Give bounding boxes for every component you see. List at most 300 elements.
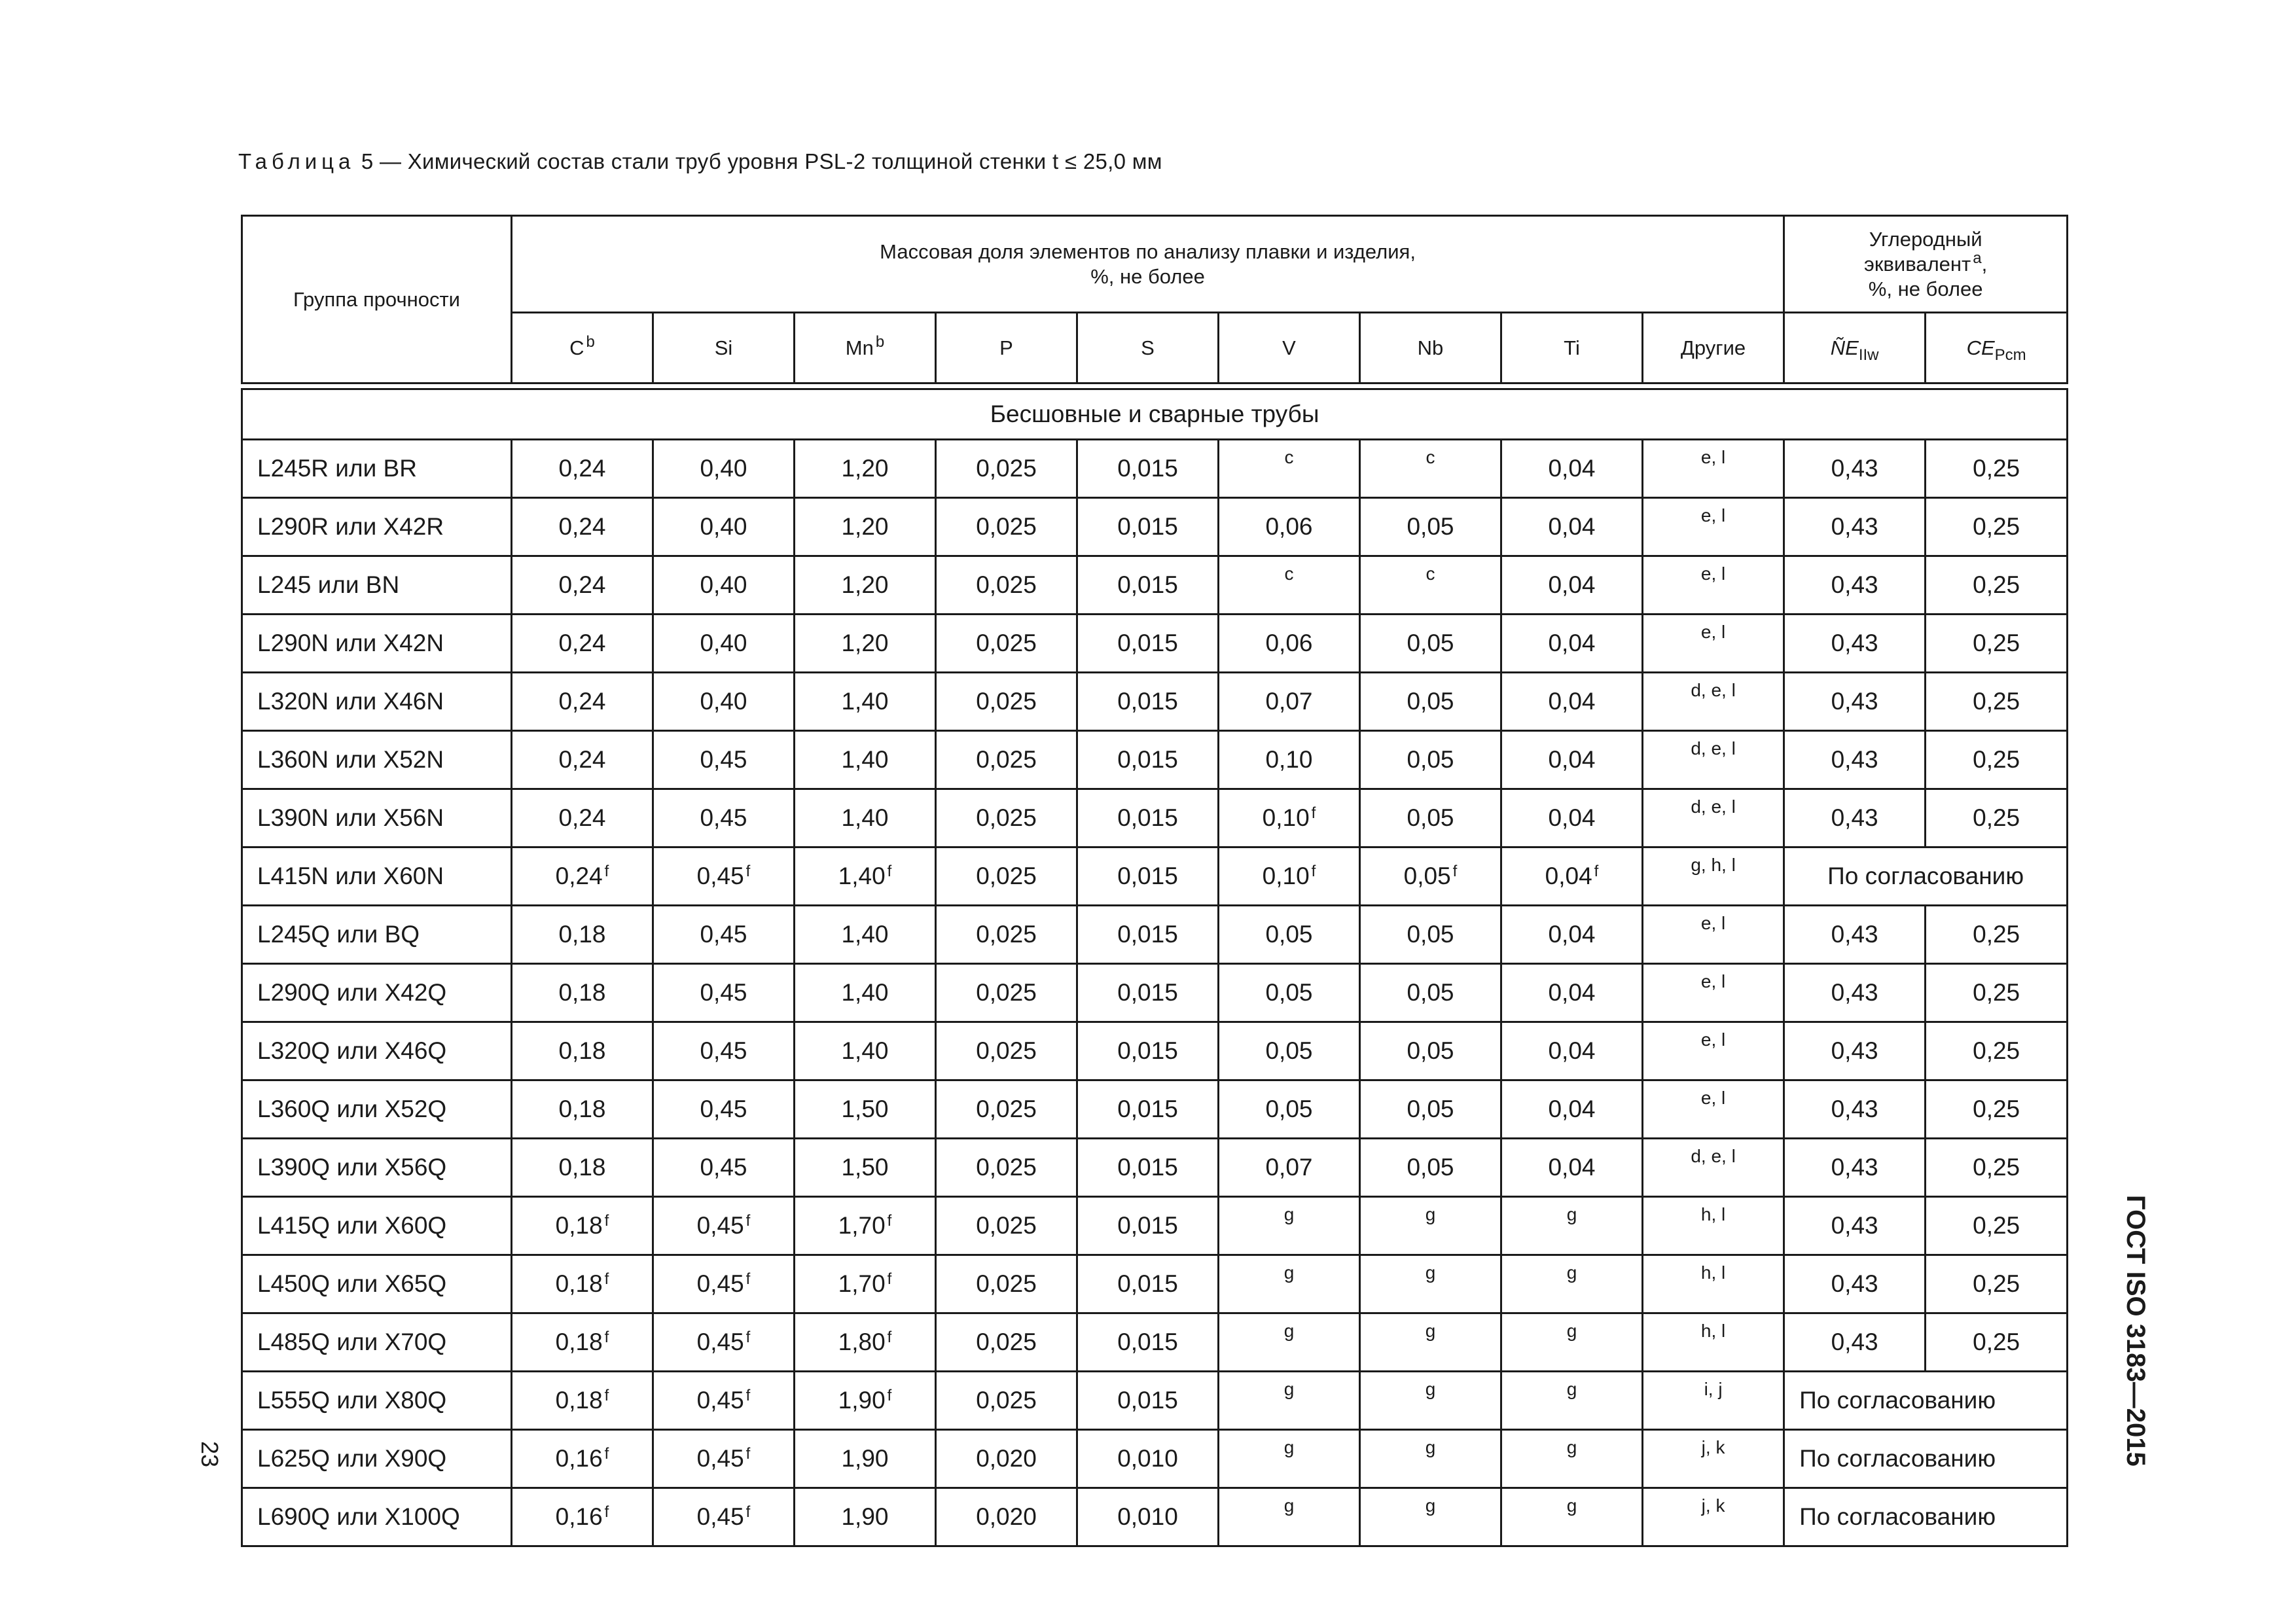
value-text: 0,45 — [696, 1329, 744, 1355]
value-cell — [1077, 1372, 1219, 1430]
table-row — [242, 1022, 2068, 1080]
value-cell — [653, 498, 795, 556]
value-cell — [512, 1197, 653, 1255]
value-cell — [936, 964, 1077, 1022]
column-header-ce-iiw — [1784, 313, 1926, 383]
grade-cell: L245 или BN — [242, 556, 512, 615]
value-text: 0,04 — [1548, 455, 1596, 482]
value-note: f — [887, 863, 892, 880]
value-text: 0,45 — [696, 1445, 744, 1472]
value-cell: g — [1360, 1197, 1501, 1255]
value-cell — [1501, 906, 1643, 964]
other-notes-cell: e, l — [1643, 556, 1784, 615]
grade-cell: L320N или X46N — [242, 673, 512, 731]
value-cell — [653, 731, 795, 789]
value-cell: g — [1360, 1430, 1501, 1488]
value-cell — [936, 906, 1077, 964]
value-text: 0,025 — [976, 1154, 1037, 1181]
value-cell — [512, 1255, 653, 1313]
other-notes-cell: e, l — [1643, 906, 1784, 964]
agreed-cell: По согласованию — [1784, 847, 2068, 906]
column-header-label: Mn — [845, 336, 874, 359]
value-text: 0,45 — [696, 1503, 744, 1530]
value-cell — [795, 556, 936, 615]
value-text: 0,45 — [696, 1270, 744, 1297]
value-cell — [653, 1488, 795, 1546]
value-cell — [936, 1430, 1077, 1488]
header-carbon-eq-line3: %, не более — [1868, 277, 1983, 300]
value-cell — [936, 556, 1077, 615]
ce-iiw-cell: 0,43 — [1784, 440, 1926, 498]
value-cell — [653, 964, 795, 1022]
value-text: 0,015 — [1117, 1096, 1178, 1122]
value-cell — [512, 789, 653, 847]
value-cell — [653, 1197, 795, 1255]
value-cell — [936, 1139, 1077, 1197]
value-text: 0,40 — [700, 688, 747, 715]
value-text: 0,05 — [1407, 1154, 1454, 1181]
value-text: 0,025 — [976, 746, 1037, 773]
other-notes-cell: d, e, l — [1643, 731, 1784, 789]
value-text: 0,015 — [1117, 921, 1178, 948]
other-notes-cell: d, e, l — [1643, 789, 1784, 847]
ce-iiw-cell: 0,43 — [1784, 498, 1926, 556]
value-cell — [1219, 789, 1360, 847]
other-notes-cell: j, k — [1643, 1488, 1784, 1546]
value-note: f — [1311, 863, 1316, 880]
grade-cell: L320Q или X46Q — [242, 1022, 512, 1080]
ce-iiw-cell: 0,43 — [1784, 731, 1926, 789]
value-note: f — [604, 863, 609, 880]
other-notes-cell: e, l — [1643, 615, 1784, 673]
value-note: f — [887, 1270, 892, 1288]
section-title: Бесшовные и сварные трубы — [242, 389, 2068, 440]
ce-pcm-cell: 0,25 — [1926, 556, 2068, 615]
value-cell: g — [1501, 1197, 1643, 1255]
grade-cell: L450Q или X65Q — [242, 1255, 512, 1313]
value-cell — [1360, 906, 1501, 964]
value-text: 0,04 — [1548, 688, 1596, 715]
value-cell — [512, 1372, 653, 1430]
grade-cell: L555Q или X80Q — [242, 1372, 512, 1430]
value-text: 0,24 — [555, 863, 603, 889]
value-note: f — [604, 1212, 609, 1230]
ce-pcm-cell: 0,25 — [1926, 906, 2068, 964]
value-cell — [1219, 615, 1360, 673]
agreed-cell: По согласованию — [1784, 1430, 2068, 1488]
value-text: 0,05 — [1407, 688, 1454, 715]
value-cell: g — [1501, 1372, 1643, 1430]
table-row — [242, 847, 2068, 906]
value-text: 0,45 — [700, 1154, 747, 1181]
value-note: f — [1452, 863, 1458, 880]
value-cell — [1077, 906, 1219, 964]
value-cell — [1501, 731, 1643, 789]
value-cell — [1360, 498, 1501, 556]
value-text: 0,025 — [976, 1270, 1037, 1297]
value-note: f — [745, 1270, 751, 1288]
caption-text: 5 — Химический состав стали труб уровня PSL-2 толщиной стенки t ≤ 25,0 мм — [355, 149, 1162, 173]
value-cell — [653, 1080, 795, 1139]
column-header-label: CE — [1966, 336, 1995, 359]
value-cell — [1077, 673, 1219, 731]
header-mass-fraction — [512, 216, 1784, 313]
value-cell — [936, 1197, 1077, 1255]
value-text: 0,24 — [558, 630, 606, 656]
value-cell — [512, 673, 653, 731]
value-text: 0,015 — [1117, 513, 1178, 540]
value-cell — [936, 673, 1077, 731]
value-cell — [1360, 847, 1501, 906]
table-row — [242, 1139, 2068, 1197]
value-text: 0,025 — [976, 1387, 1037, 1414]
value-text: 1,40 — [841, 804, 889, 831]
value-text: 0,015 — [1117, 863, 1178, 889]
value-cell — [1501, 615, 1643, 673]
value-cell — [1077, 1488, 1219, 1546]
grade-cell: L390Q или X56Q — [242, 1139, 512, 1197]
other-notes-cell: d, e, l — [1643, 1139, 1784, 1197]
value-note: f — [604, 1329, 609, 1346]
value-text: 0,04 — [1548, 1154, 1596, 1181]
value-text: 1,90 — [841, 1503, 889, 1530]
value-text: 0,015 — [1117, 571, 1178, 598]
value-text: 0,05 — [1407, 979, 1454, 1006]
value-cell — [653, 1022, 795, 1080]
value-cell — [653, 615, 795, 673]
value-cell — [512, 1022, 653, 1080]
value-cell — [936, 847, 1077, 906]
value-note: f — [604, 1445, 609, 1463]
grade-cell: L290N или X42N — [242, 615, 512, 673]
value-cell — [653, 1430, 795, 1488]
table-row — [242, 1080, 2068, 1139]
column-header-label: P — [999, 336, 1013, 359]
value-text: 0,04 — [1548, 921, 1596, 948]
value-text: 0,40 — [700, 630, 747, 656]
value-cell — [653, 673, 795, 731]
value-text: 0,04 — [1548, 1096, 1596, 1122]
value-text: 0,45 — [700, 746, 747, 773]
other-notes-cell: h, l — [1643, 1255, 1784, 1313]
value-text: 0,24 — [558, 688, 606, 715]
value-cell — [1077, 847, 1219, 906]
grade-cell: L625Q или X90Q — [242, 1430, 512, 1488]
value-text: 0,18 — [558, 1096, 606, 1122]
value-cell: g — [1219, 1430, 1360, 1488]
value-text: 1,40 — [838, 863, 886, 889]
value-cell — [795, 1488, 936, 1546]
value-text: 1,20 — [841, 513, 889, 540]
value-cell — [512, 731, 653, 789]
value-cell — [795, 906, 936, 964]
value-text: 0,18 — [558, 1037, 606, 1064]
table-row — [242, 1488, 2068, 1546]
value-cell — [1360, 731, 1501, 789]
value-text: 0,025 — [976, 804, 1037, 831]
value-text: 0,025 — [976, 571, 1037, 598]
other-notes-cell: d, e, l — [1643, 673, 1784, 731]
value-cell — [512, 556, 653, 615]
value-text: 0,45 — [700, 921, 747, 948]
value-cell — [1219, 1080, 1360, 1139]
table-row — [242, 906, 2068, 964]
value-cell: g — [1219, 1313, 1360, 1372]
caption-label: Таблица — [238, 149, 355, 173]
value-cell — [795, 498, 936, 556]
value-text: 0,05 — [1265, 1037, 1313, 1064]
value-cell — [512, 440, 653, 498]
value-text: 0,04 — [1545, 863, 1592, 889]
ce-pcm-cell: 0,25 — [1926, 731, 2068, 789]
value-text: 1,40 — [841, 1037, 889, 1064]
agreed-cell: По согласованию — [1784, 1372, 2068, 1430]
ce-pcm-cell: 0,25 — [1926, 964, 2068, 1022]
other-notes-cell: e, l — [1643, 1080, 1784, 1139]
value-text: 1,90 — [841, 1445, 889, 1472]
value-text: 0,025 — [976, 921, 1037, 948]
value-cell — [936, 1488, 1077, 1546]
value-cell — [1360, 615, 1501, 673]
column-header — [1077, 313, 1219, 383]
value-text: 0,025 — [976, 1329, 1037, 1355]
value-cell — [1077, 789, 1219, 847]
value-text: 0,18 — [555, 1212, 603, 1239]
value-cell — [1219, 1022, 1360, 1080]
grade-cell: L690Q или X100Q — [242, 1488, 512, 1546]
column-header-label: Nb — [1417, 336, 1444, 359]
ce-iiw-cell: 0,43 — [1784, 1080, 1926, 1139]
value-text: 0,05 — [1407, 630, 1454, 656]
value-text: 0,06 — [1265, 513, 1313, 540]
value-cell: g — [1360, 1255, 1501, 1313]
ce-pcm-cell: 0,25 — [1926, 440, 2068, 498]
value-text: 0,05 — [1265, 979, 1313, 1006]
value-text: 0,015 — [1117, 804, 1178, 831]
value-cell — [653, 906, 795, 964]
column-header — [1360, 313, 1501, 383]
value-note: f — [745, 1387, 751, 1404]
value-cell — [936, 615, 1077, 673]
value-text: 0,025 — [976, 1096, 1037, 1122]
value-cell — [1077, 498, 1219, 556]
value-cell — [1077, 1430, 1219, 1488]
value-cell — [653, 556, 795, 615]
document-side-title: ГОСТ ISO 3183—2015 — [2121, 1195, 2150, 1467]
ce-iiw-cell: 0,43 — [1784, 673, 1926, 731]
value-cell — [936, 498, 1077, 556]
other-notes-cell: e, l — [1643, 440, 1784, 498]
value-cell — [1077, 556, 1219, 615]
value-cell — [1219, 964, 1360, 1022]
value-text: 1,20 — [841, 571, 889, 598]
value-cell — [512, 1313, 653, 1372]
value-text: 0,025 — [976, 688, 1037, 715]
value-cell — [653, 1313, 795, 1372]
value-text: 0,04 — [1548, 513, 1596, 540]
value-text: 0,020 — [976, 1503, 1037, 1530]
value-text: 1,70 — [838, 1270, 886, 1297]
value-cell — [1219, 1139, 1360, 1197]
ce-iiw-cell: 0,43 — [1784, 1255, 1926, 1313]
column-header — [512, 313, 653, 383]
value-text: 0,16 — [555, 1445, 603, 1472]
value-text: 0,10 — [1262, 863, 1310, 889]
value-text: 0,015 — [1117, 1037, 1178, 1064]
value-cell — [1501, 498, 1643, 556]
value-cell: g — [1219, 1255, 1360, 1313]
value-cell: g — [1501, 1255, 1643, 1313]
value-text: 0,45 — [696, 1387, 744, 1414]
value-text: 0,45 — [700, 804, 747, 831]
value-cell — [795, 1197, 936, 1255]
value-text: 1,20 — [841, 455, 889, 482]
value-text: 0,07 — [1265, 1154, 1313, 1181]
value-cell — [1360, 964, 1501, 1022]
column-header-subscript: Pcm — [1994, 346, 2026, 364]
table-row — [242, 673, 2068, 731]
value-text: 0,05 — [1265, 921, 1313, 948]
value-text: 0,04 — [1548, 979, 1596, 1006]
value-cell: g — [1501, 1430, 1643, 1488]
value-text: 0,18 — [558, 1154, 606, 1181]
value-cell — [1360, 1139, 1501, 1197]
header-mass-fraction-line1: Массовая доля элементов по анализу плавки и изделия, — [880, 240, 1416, 263]
value-note: f — [887, 1212, 892, 1230]
value-note: f — [604, 1503, 609, 1521]
value-cell — [653, 1372, 795, 1430]
value-cell — [795, 1372, 936, 1430]
value-cell — [1077, 1197, 1219, 1255]
value-text: 1,80 — [838, 1329, 886, 1355]
value-cell — [1501, 964, 1643, 1022]
other-notes-cell: e, l — [1643, 964, 1784, 1022]
value-text: 0,025 — [976, 863, 1037, 889]
header-columns-row — [242, 313, 2068, 383]
value-note: f — [1311, 804, 1316, 822]
value-cell — [512, 1430, 653, 1488]
value-cell — [936, 1080, 1077, 1139]
value-text: 0,015 — [1117, 1387, 1178, 1414]
column-header-label: Si — [714, 336, 733, 359]
value-text: 0,015 — [1117, 688, 1178, 715]
value-text: 0,025 — [976, 630, 1037, 656]
value-text: 0,07 — [1265, 688, 1313, 715]
value-cell — [936, 1372, 1077, 1430]
column-header — [1643, 313, 1784, 383]
column-header-ce-pcm — [1926, 313, 2068, 383]
table-row — [242, 615, 2068, 673]
value-text: 0,05 — [1403, 863, 1451, 889]
table-row — [242, 1197, 2068, 1255]
grade-cell: L390N или X56N — [242, 789, 512, 847]
value-text: 1,40 — [841, 979, 889, 1006]
value-cell — [936, 731, 1077, 789]
value-cell: g — [1360, 1372, 1501, 1430]
value-cell — [1077, 1080, 1219, 1139]
value-text: 0,24 — [558, 513, 606, 540]
column-header-subscript: IIw — [1858, 346, 1879, 364]
grade-cell: L245Q или BQ — [242, 906, 512, 964]
ce-pcm-cell: 0,25 — [1926, 498, 2068, 556]
column-header — [795, 313, 936, 383]
other-notes-cell: h, l — [1643, 1197, 1784, 1255]
value-cell — [936, 789, 1077, 847]
value-text: 0,05 — [1407, 1037, 1454, 1064]
value-cell — [1501, 847, 1643, 906]
value-note: f — [887, 1329, 892, 1346]
value-cell — [1360, 789, 1501, 847]
value-text: 0,05 — [1407, 746, 1454, 773]
table-row — [242, 731, 2068, 789]
column-header — [1501, 313, 1643, 383]
value-text: 0,05 — [1407, 513, 1454, 540]
value-cell — [795, 440, 936, 498]
value-text: 0,45 — [696, 863, 744, 889]
value-note: f — [745, 863, 751, 880]
value-text: 0,18 — [555, 1387, 603, 1414]
value-cell — [795, 1430, 936, 1488]
value-cell — [653, 789, 795, 847]
value-cell: g — [1501, 1488, 1643, 1546]
value-note: f — [604, 1270, 609, 1288]
value-text: 1,90 — [838, 1387, 886, 1414]
value-cell — [1077, 731, 1219, 789]
ce-iiw-cell: 0,43 — [1784, 615, 1926, 673]
value-text: 0,18 — [558, 921, 606, 948]
other-notes-cell: h, l — [1643, 1313, 1784, 1372]
header-carbon-eq-line2: эквивалент $^a$, — [1864, 249, 1988, 276]
value-text: 1,40 — [841, 688, 889, 715]
ce-pcm-cell: 0,25 — [1926, 615, 2068, 673]
column-header — [653, 313, 795, 383]
value-cell — [1219, 498, 1360, 556]
agreed-cell: По согласованию — [1784, 1488, 2068, 1546]
ce-pcm-cell: 0,25 — [1926, 673, 2068, 731]
table-row — [242, 1313, 2068, 1372]
value-text: 0,45 — [700, 1037, 747, 1064]
value-cell — [512, 1488, 653, 1546]
value-text: 0,015 — [1117, 455, 1178, 482]
value-cell — [512, 1139, 653, 1197]
value-cell: g — [1219, 1372, 1360, 1430]
other-notes-cell: i, j — [1643, 1372, 1784, 1430]
ce-iiw-cell: 0,43 — [1784, 964, 1926, 1022]
value-text: 0,015 — [1117, 979, 1178, 1006]
value-text: 0,015 — [1117, 1329, 1178, 1355]
value-text: 0,24 — [558, 746, 606, 773]
value-cell — [1501, 673, 1643, 731]
header-carbon-eq-line1: Углеродный — [1869, 227, 1982, 251]
value-text: 1,40 — [841, 746, 889, 773]
column-header-note: b — [586, 332, 595, 351]
value-text: 0,04 — [1548, 746, 1596, 773]
value-text: 0,015 — [1117, 1154, 1178, 1181]
value-note: f — [887, 1387, 892, 1404]
value-cell: c — [1360, 440, 1501, 498]
ce-iiw-cell: 0,43 — [1784, 1197, 1926, 1255]
value-text: 0,18 — [558, 979, 606, 1006]
value-cell — [795, 615, 936, 673]
other-notes-cell: e, l — [1643, 1022, 1784, 1080]
header-carbon-equivalent — [1784, 216, 2068, 313]
value-text: 0,24 — [558, 804, 606, 831]
value-text: 1,20 — [841, 630, 889, 656]
ce-iiw-cell: 0,43 — [1784, 789, 1926, 847]
table-row — [242, 789, 2068, 847]
value-cell — [512, 498, 653, 556]
value-text: 0,010 — [1117, 1503, 1178, 1530]
